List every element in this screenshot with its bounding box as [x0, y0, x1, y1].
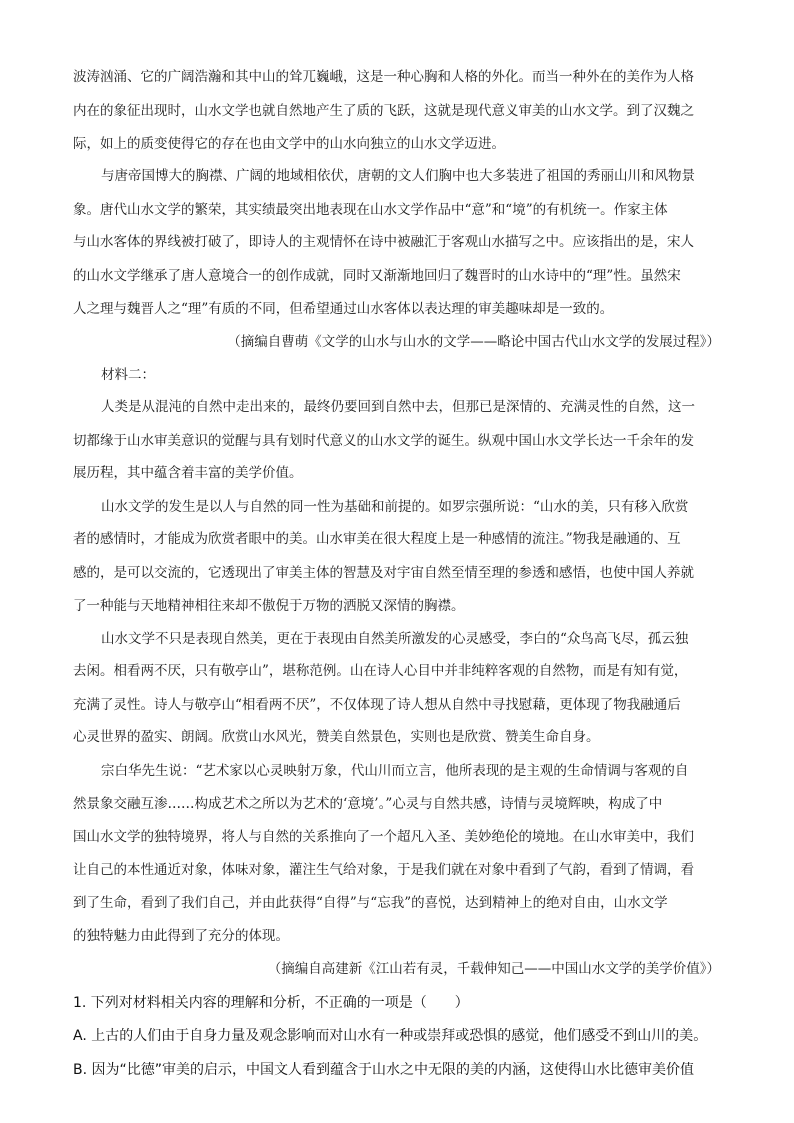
text-line: 让自己的本性通近对象，体味对象，灌注生气给对象，于是我们就在对象中看到了气韵，看到了情调，看 — [73, 862, 694, 878]
option-a[interactable]: A. 上古的人们由于自身力量及观念影响而对山水有一种或崇拜或恐惧的感觉，他们感受不到山川的美。 — [73, 1028, 708, 1044]
text-line: 然景象交融互渗……构成艺术之所以为艺术的‘意境’。”心灵与自然共感，诗情与灵境辉映，构成了中 — [73, 796, 663, 812]
source-citation: （摘编自高建新《江山若有灵，千载伸知己——中国山水文学的美学价值》） — [267, 961, 720, 977]
text-line: 际，如上的质变使得它的存在也由文学中的山水向独立的山水文学迈进。 — [73, 136, 505, 152]
text-line: 去闲。相看两不厌，只有敬亭山”，堪称范例。山在诗人心目中并非纯粹客观的自然物，而是有知有觉， — [73, 663, 688, 679]
text-line: 到了生命，看到了我们自己，并由此获得“自得”与“忘我”的喜悦，达到精神上的绝对自由，山水文学 — [73, 895, 668, 911]
text-line: 象。唐代山水文学的繁荣，其实绩最突出地表现在山水文学作品中“意”和“境”的有机统一。作家主体 — [73, 202, 668, 218]
text-line: 感的，是可以交流的，它透现出了审美主体的智慧及对宇宙自然至情至理的参透和感悟，也使中国人养就 — [73, 565, 694, 581]
text-line: 了一种能与天地精神相往来却不傲倪于万物的洒脱又深情的胸襟。 — [73, 598, 465, 614]
text-line: 充满了灵性。诗人与敬亭山“相看两不厌”，不仅体现了诗人想从自然中寻找慰藉，更体现了物我融通后 — [73, 697, 681, 713]
option-b[interactable]: B. 因为“比德”审美的启示，中国文人看到蕴含于山水之中无限的美的内涵，这使得山水比德审美价值 — [73, 1062, 695, 1078]
text-line: 内在的象征出现时，山水文学也就自然地产生了质的飞跃，这就是现代意义审美的山水文学。到了汉魏之 — [73, 103, 694, 119]
text-line: 展历程，其中蕴含着丰富的美学价值。 — [73, 465, 303, 481]
text-line: 人类是从混沌的自然中走出来的，最终仍要回到自然中去，但那已是深情的、充满灵性的自然，这一 — [101, 399, 695, 415]
text-line: 与唐帝国博大的胸襟、广阔的地域相依伏，唐朝的文人们胸中也大多装进了祖国的秀丽山川和风物景 — [101, 168, 695, 184]
question-stem: 1. 下列对材料相关内容的理解和分析，不正确的一项是（ ） — [73, 995, 469, 1011]
text-line: 国山水文学的独特境界，将人与自然的关系推向了一个超凡入圣、美妙绝伦的境地。在山水审美中，我们 — [73, 829, 694, 845]
text-line: 的独特魅力由此得到了充分的体现。 — [73, 928, 289, 944]
text-line: 宗白华先生说：“艺术家以心灵映射万象，代山川而立言，他所表现的是主观的生命情调与客观的自 — [101, 763, 689, 779]
text-line: 山水文学不只是表现自然美，更在于表现由自然美所激发的心灵感受，李白的“众鸟高飞尽，孤云独 — [101, 631, 689, 647]
source-citation: （摘编自曹萌《文学的山水与山水的文学——略论中国古代山水文学的发展过程》） — [227, 334, 720, 350]
text-line: 与山水客体的界线被打破了，即诗人的主观情怀在诗中被融汇于客观山水描写之中。应该指出的是，宋人 — [73, 234, 694, 250]
text-line: 人之理与魏晋人之“理”有质的不同，但希望通过山水客体以表达理的审美趣味却是一致的。 — [73, 301, 614, 317]
text-line: 山水文学的发生是以人与自然的同一性为基础和前提的。如罗宗强所说：“山水的美，只有移入欣赏 — [101, 499, 689, 515]
text-line: 波涛汹涌、它的广阔浩瀚和其中山的耸兀巍峨，这是一种心胸和人格的外化。而当一种外在的美作为人格 — [73, 69, 694, 85]
text-line: 的山水文学继承了唐人意境合一的创作成就，同时又渐渐地回归了魏晋时的山水诗中的“理”性。虽然宋 — [73, 268, 681, 284]
text-line: 心灵世界的盈实、朗阔。欣赏山水风光，赞美自然景色，实则也是欣赏、赞美生命自身。 — [73, 729, 600, 745]
text-line: 者的感情时，才能成为欣赏者眼中的美。山水审美在很大程度上是一种感情的流注。”物我是融通的、互 — [73, 531, 681, 547]
text-line: 切都缘于山水审美意识的觉醒与具有划时代意义的山水文学的诞生。纵观中国山水文学长达一千余年的发 — [73, 433, 694, 449]
section-heading: 材料二： — [101, 367, 155, 383]
